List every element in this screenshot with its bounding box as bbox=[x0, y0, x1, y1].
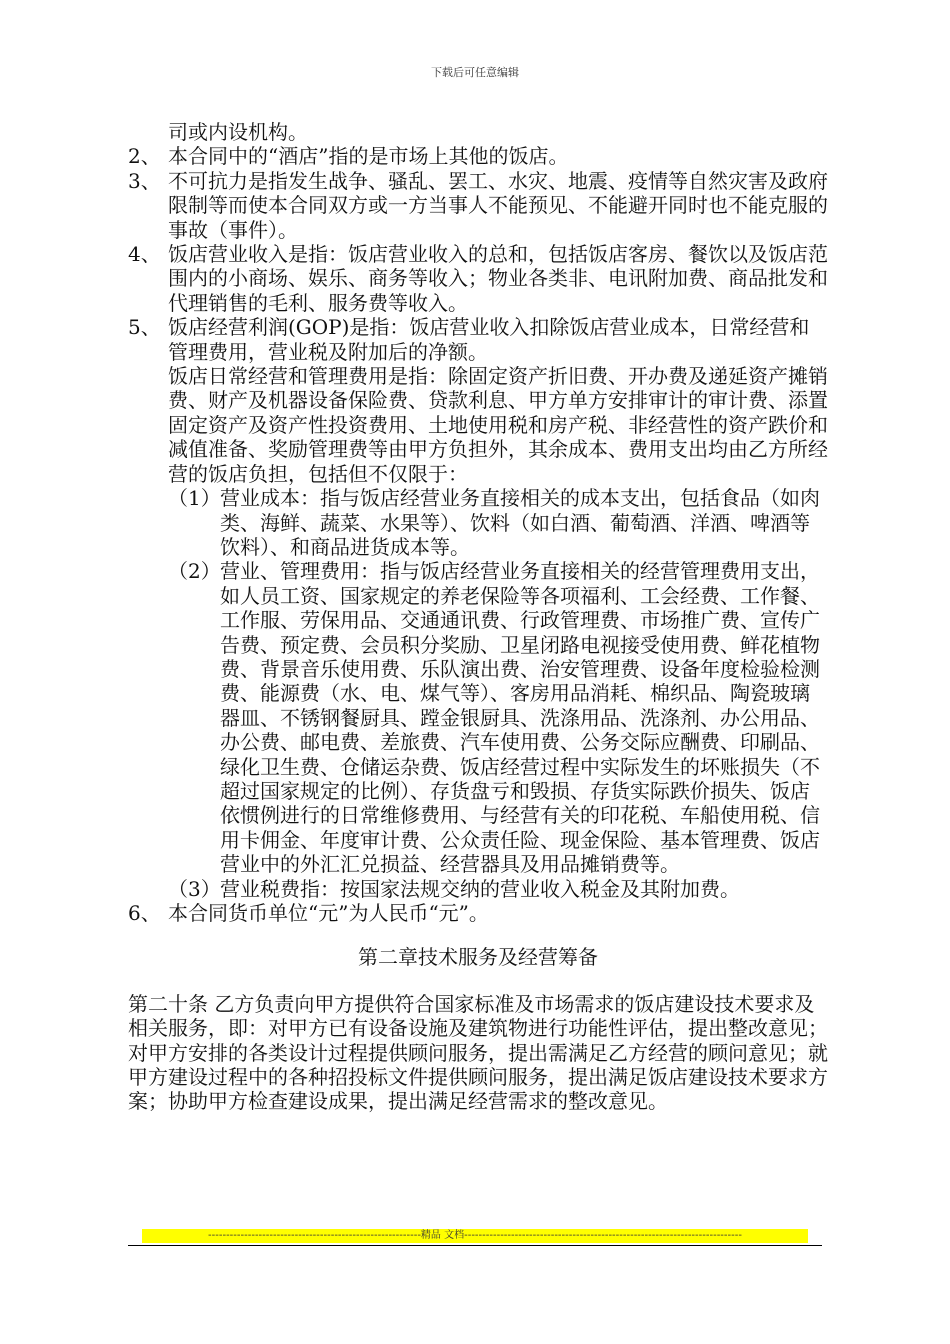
list-item bbox=[128, 169, 828, 242]
chapter-title: 第二章技术服务及经营筹备 bbox=[358, 945, 598, 970]
item-text: 本合同中的“酒店”指的是市场上其他的饭店。 bbox=[168, 144, 569, 169]
item-number: 6、 bbox=[128, 901, 161, 925]
item-number: 3、 bbox=[128, 168, 161, 193]
sub-item-number: （3） bbox=[168, 876, 221, 901]
list-item bbox=[128, 242, 828, 315]
list-item bbox=[128, 901, 828, 925]
sub-item-number: （1） bbox=[168, 486, 221, 511]
sub-item-text: 营业成本：指与饭店经营业务直接相关的成本支出，包括食品（如肉类、海鲜、蔬菜、水果等）、饮料（如白酒、葡萄酒、洋酒、啤酒等饮料）、和商品进货成本等。 bbox=[220, 486, 820, 559]
item-number: 2、 bbox=[128, 144, 161, 169]
item-text: 本合同货币单位“元”为人民币“元”。 bbox=[168, 901, 489, 925]
footer-highlight-bar: -----------------------------------------------------------精品 文档----------------------------------------------------------------------------- bbox=[142, 1229, 808, 1243]
item-text: 饭店日常经营和管理费用是指：除固定资产折旧费、开办费及递延资产摊销费、财产及机器设备保险费、贷款利息、甲方单方安排审计的审计费、添置固定资产及资产性投资费用、土地使用税和房产税、非经营性的资产跌价和减值准备、奖励管理费等由甲方负担外，其余成本、费用支出均由乙方所经营的饭店负担，包括但不仅限于： bbox=[168, 364, 828, 486]
article-paragraph: 第二十条 乙方负责向甲方提供符合国家标准及市场需求的饭店建设技术要求及相关服务，即：对甲方已有设备设施及建筑物进行功能性评估，提出整改意见；对甲方安排的各类设计过程提供顾问服务，提出需满足乙方经营的顾问意见；就甲方建设过程中的各种招投标文件提供顾问服务，提出满足饭店建设技术要求方案；协助甲方检查建设成果，提出满足经营需求的整改意见。 bbox=[128, 991, 828, 1114]
sub-item-number: （2） bbox=[168, 559, 221, 584]
item-number: 4、 bbox=[128, 242, 161, 267]
list-item bbox=[128, 144, 828, 168]
sub-item bbox=[168, 486, 828, 559]
sub-item-text: 营业税费指：按国家法规交纳的营业收入税金及其附加费。 bbox=[220, 876, 740, 901]
sub-item bbox=[168, 559, 828, 876]
item-text: 司或内设机构。 bbox=[168, 120, 308, 144]
sub-item bbox=[168, 877, 828, 901]
item-text: 不可抗力是指发生战争、骚乱、罢工、水灾、地震、疫情等自然灾害及政府限制等而使本合同双方或一方当事人不能预见、不能避开同时也不能克服的事故（事件）。 bbox=[168, 168, 828, 242]
item-text: 饭店营业收入是指：饭店营业收入的总和，包括饭店客房、餐饮以及饭店范围内的小商场、娱乐、商务等收入；物业各类非、电讯附加费、商品批发和代理销售的毛利、服务费等收入。 bbox=[168, 242, 828, 315]
page-header: 下载后可任意编辑 bbox=[431, 66, 519, 79]
footer-divider bbox=[128, 1245, 822, 1246]
item-number: 5、 bbox=[128, 315, 161, 340]
document-body bbox=[128, 120, 828, 1114]
list-item bbox=[128, 315, 828, 364]
item-text: 饭店经营利润(GOP)是指：饭店营业收入扣除饭店营业成本，日常经营和管理费用，营业税及附加后的净额。 bbox=[168, 315, 810, 364]
list-item-continuation bbox=[128, 364, 828, 486]
list-item bbox=[128, 120, 828, 144]
sub-item-text: 营业、管理费用：指与饭店经营业务直接相关的经营管理费用支出，如人员工资、国家规定的养老保险等各项福利、工会经费、工作餐、工作服、劳保用品、交通通讯费、行政管理费、市场推广费、宣传广告费、预定费、会员积分奖励、卫星闭路电视接受使用费、鲜花植物费、背景音乐使用费、乐队演出费、治安管理费、设备年度检验检测费、能源费（水、电、煤气等）、客房用品消耗、棉织品、陶瓷玻璃器皿、不锈钢餐厨具、蹚金银厨具、洗涤用品、洗涤剂、办公用品、办公费、邮电费、差旅费、汽车使用费、公务交际应酬费、印刷品、绿化卫生费、仓储运杂费、饭店经营过程中实际发生的坏账损失（不超过国家规定的比例）、存货盘亏和毁损、存货实际跌价损失、饭店依惯例进行的日常维修费用、与经营有关的印花税、车船使用税、信用卡佣金、年度审计费、公众责任险、现金保险、基本管理费、饭店营业中的外汇汇兑损益、经营器具及用品摊销费等。 bbox=[220, 559, 820, 877]
